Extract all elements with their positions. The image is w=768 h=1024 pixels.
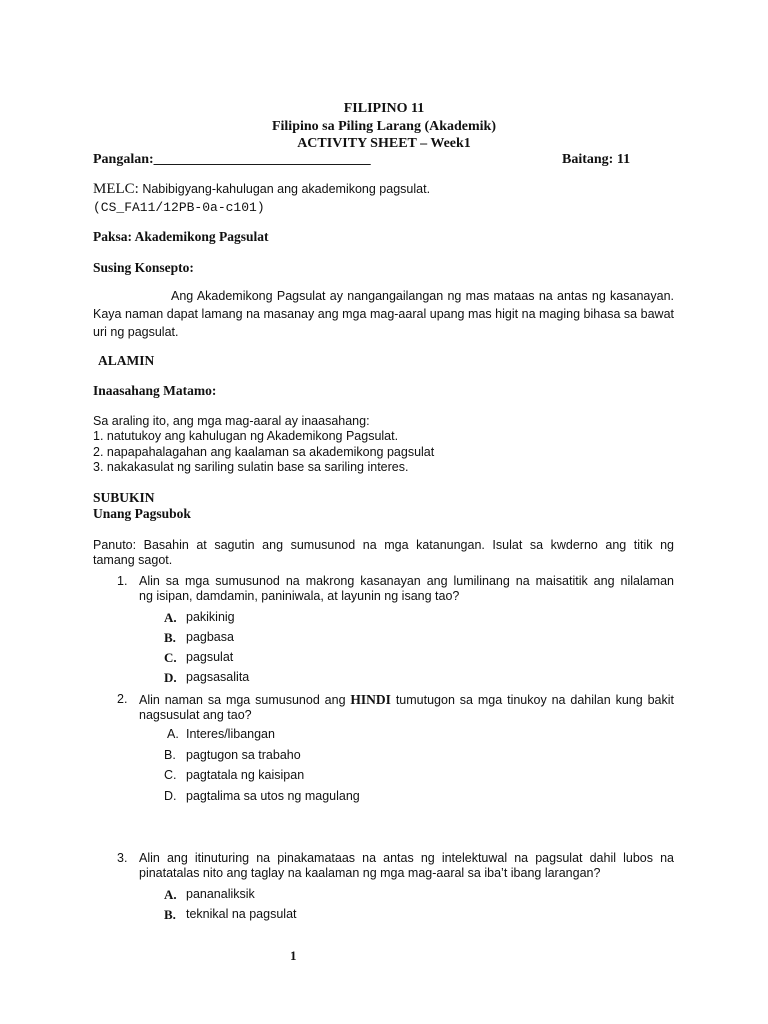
melc-code: (CS_FA11/12PB-0a-c101) [93, 200, 265, 215]
option-text: pagbasa [186, 630, 234, 644]
instructions-line-2: tamang sagot. [93, 553, 173, 567]
option-letter: B. [164, 630, 176, 645]
option-letter: B. [164, 907, 176, 922]
question-text-line-2: ng isipan, damdamin, paniniwala, at layunin ng isang tao? [139, 589, 460, 603]
objective-item: 3. nakakasulat ng sariling sulatin base sa sariling interes. [93, 460, 409, 474]
question-number: 2. [117, 692, 128, 706]
question-emphasis: HINDI [350, 692, 391, 707]
option-letter: C. [164, 650, 177, 665]
option-text: pakikinig [186, 610, 235, 624]
option-text: pagtatala ng kaisipan [186, 768, 305, 782]
question-text-line-1: Alin ang itinuturing na pinakamataas na antas ng intelektuwal na pagsulat dahil lubos na [139, 851, 674, 865]
first-test-heading: Unang Pagsubok [93, 506, 191, 521]
page-number: 1 [290, 948, 297, 963]
question-text-line-1: Alin sa mga sumusunod na makrong kasanayan ang lumilinang na maisatitik ang nilalaman [139, 574, 674, 588]
key-concept-line-3: uri ng pagsulat. [93, 325, 179, 339]
option-letter: A. [164, 610, 177, 625]
option-letter: A. [167, 727, 179, 741]
option-text: pagtugon sa trabaho [186, 748, 301, 762]
option-letter: C. [164, 768, 177, 782]
option-letter: B. [164, 748, 176, 762]
topic-heading: Paksa: Akademikong Pagsulat [93, 229, 269, 244]
key-concept-line-1: Ang Akademikong Pagsulat ay nangangailangan ng mas mataas na antas ng kasanayan. [171, 289, 674, 303]
melc-text: Nabibigyang-kahulugan ang akademikong pagsulat. [142, 182, 431, 196]
question-text-post: tumutugon sa mga tinukoy na dahilan kung bakit [390, 693, 674, 707]
option-text: pagtalima sa utos ng magulang [186, 789, 360, 803]
subukin-heading: SUBUKIN [93, 490, 155, 505]
document-course: Filipino sa Piling Larang (Akademik) [271, 119, 497, 134]
option-letter: D. [164, 670, 177, 685]
question-text-line-2: pinatatalas nito ang taglay na kaalaman ng mga mag-aaral sa iba’t ibang larangan? [139, 866, 601, 880]
alamin-heading: ALAMIN [98, 353, 155, 368]
name-field-label: Pangalan:_______________________________ [93, 152, 371, 167]
question-text-line-1 [139, 692, 674, 708]
expected-outcomes-heading: Inaasahang Matamo: [93, 383, 217, 398]
option-text: pananaliksik [186, 887, 255, 901]
option-letter: D. [164, 789, 177, 803]
question-text-line-2: nagsusulat ang tao? [139, 708, 252, 722]
option-letter: A. [164, 887, 177, 902]
option-text: Interes/libangan [186, 727, 275, 741]
question-text-pre: Alin naman sa mga sumusunod ang [139, 693, 351, 707]
objective-item: 1. natutukoy ang kahulugan ng Akademikong Pagsulat. [93, 429, 399, 443]
option-text: teknikal na pagsulat [186, 907, 297, 921]
document-sheet-title: ACTIVITY SHEET – Week1 [297, 136, 471, 151]
question-number: 1. [117, 574, 128, 588]
option-text: pagsasalita [186, 670, 250, 684]
melc-line [93, 181, 430, 198]
objective-item: 2. napapahalagahan ang kaalaman sa akademikong pagsulat [93, 445, 435, 459]
instructions-line-1: Panuto: Basahin at sagutin ang sumusunod na mga katanungan. Isulat sa kwderno ang titik ng [93, 538, 674, 552]
document-subject: FILIPINO 11 [343, 101, 425, 116]
key-concept-line-2: Kaya naman dapat lamang na masanay ang mga mag-aaral upang mas higit na maging bihasa sa bawat [93, 307, 674, 321]
key-concept-heading: Susing Konsepto: [93, 260, 194, 275]
objectives-intro: Sa araling ito, ang mga mag-aaral ay inaasahang: [93, 414, 370, 428]
melc-label: MELC: [93, 181, 139, 197]
question-number: 3. [117, 851, 128, 865]
option-text: pagsulat [186, 650, 234, 664]
grade-label: Baitang: 11 [562, 152, 631, 167]
